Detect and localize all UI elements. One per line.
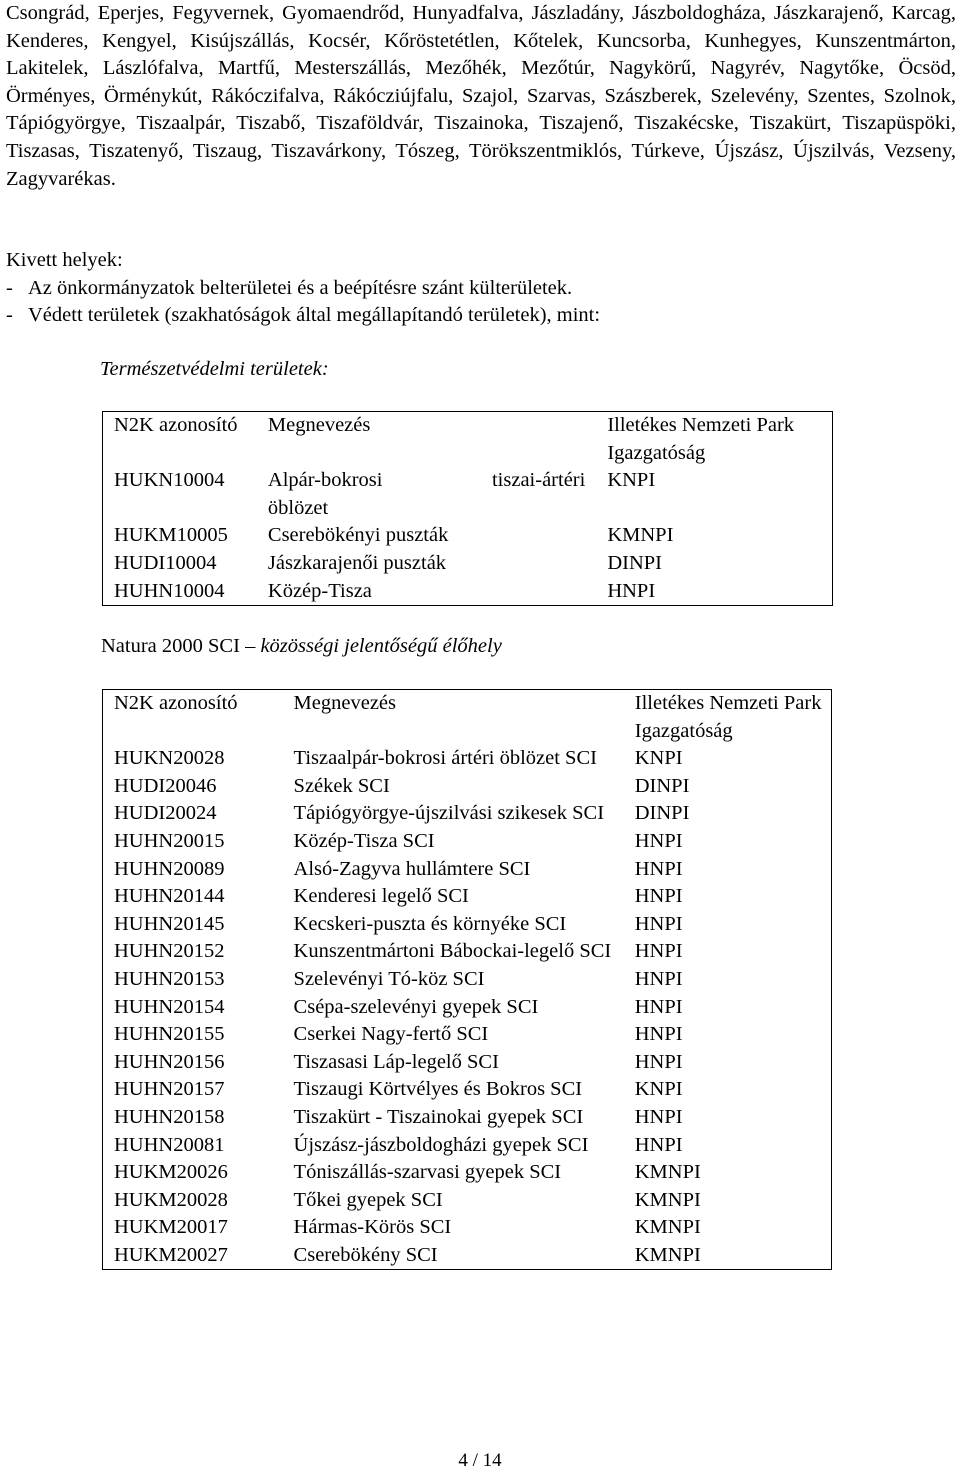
place-list-paragraph: Csongrád, Eperjes, Fegyvernek, Gyomaendrőd, Hunyadfalva, Jászladány, Jászboldogháza, Jászkarajenő, Karcag, Kenderes, Kengyel, Kisújszállás, Kocsér, Kőröstetétlen, Kőtelek, Kuncsorba, Kunhegyes, Kunszentmárton, Lakitelek, Lászlófalva, Martfű, Mesterszállás, Mezőhék, Mezőtúr, Nagykörű, Nagyrév, Nagytőke, Öcsöd, Örményes, Örménykút, Rákóczifalva, Rákócziújfalu, Szajol, Szarvas, Szászberek, Szelevény, Szentes, Szolnok, Tápiógyörgye, Tiszaalpár, Tiszabő, Tiszaföldvár, Tiszainoka, Tiszajenő, Tiszakécske, Tiszakürt, Tiszapüspöki, Tiszasas, Tiszatenyő, Tiszaug, Tiszavárkony, Tószeg, Törökszentmiklós, Túrkeve, Újszász, Újszilvás, Vezseny, Zagyvarékas. <box>6 2 956 190</box>
natura-subtitle: közösségi jelentőségű élőhely <box>260 635 502 657</box>
cell-office: KMNPI <box>634 1216 701 1239</box>
table-row <box>103 994 832 1022</box>
cell-name: Cserebökény SCI <box>293 1243 438 1266</box>
cell-id: HUHN20155 <box>114 1023 225 1046</box>
cell-name: Tiszaugi Körtvélyes és Bokros SCI <box>293 1078 583 1101</box>
cell-office: KNPI <box>634 747 683 770</box>
table-header-row <box>103 690 832 746</box>
cell-id: HUKM20026 <box>114 1161 228 1184</box>
header-office: Illetékes Nemzeti Park Igazgatóság <box>607 414 795 464</box>
cell-id: HUHN10004 <box>114 579 225 602</box>
cell-id: HUKM20028 <box>114 1188 228 1211</box>
table-row <box>103 522 833 550</box>
cell-office: HNPI <box>634 967 683 990</box>
cell-name: Kenderesi legelő SCI <box>293 885 469 908</box>
cell-name: Tiszaalpár-bokrosi ártéri öblözet SCI <box>293 747 597 770</box>
cell-office: KNPI <box>634 1078 683 1101</box>
cell-office: KMNPI <box>607 524 674 547</box>
table-row <box>103 800 832 828</box>
excluded-item: - Az önkormányzatok belterületei és a beépítésre szánt külterületek. <box>6 277 573 299</box>
cell-name: Cserkei Nagy-fertő SCI <box>293 1023 489 1046</box>
cell-id: HUHN20081 <box>114 1133 225 1156</box>
cell-name: Székek SCI <box>293 774 390 797</box>
header-name: Megnevezés <box>293 692 396 714</box>
cell-name-part: öblözet <box>267 496 329 519</box>
table-row <box>103 745 832 773</box>
table-row <box>103 883 832 911</box>
table-row <box>103 1214 832 1242</box>
cell-name: Közép-Tisza SCI <box>293 829 435 852</box>
table-row <box>103 467 833 522</box>
table-row <box>103 856 832 884</box>
cell-id: HUHN20154 <box>114 995 225 1018</box>
cell-office: HNPI <box>634 829 683 852</box>
cell-name: Újszász-jászboldogházi gyepek SCI <box>293 1133 589 1156</box>
cell-name: Jászkarajenői puszták <box>267 551 447 574</box>
cell-name: Kunszentmártoni Bábockai-legelő SCI <box>293 940 612 963</box>
excluded-item-text: Az önkormányzatok belterületei és a beépítésre szánt külterületek. <box>28 277 573 299</box>
header-name: Megnevezés <box>267 414 371 436</box>
cell-id: HUHN20145 <box>114 912 225 935</box>
cell-office: KMNPI <box>634 1188 701 1211</box>
table-row <box>103 1049 832 1077</box>
excluded-areas-label: Kivett helyek: <box>6 249 123 271</box>
nature-protection-heading: Természetvédelmi területek: <box>100 358 329 380</box>
cell-id: HUHN20153 <box>114 967 225 990</box>
cell-name: Kecskeri-puszta és környéke SCI <box>293 912 567 935</box>
table-row <box>103 966 832 994</box>
cell-name-part: tiszai-ártéri <box>491 469 586 492</box>
cell-id: HUKN10004 <box>114 469 225 492</box>
cell-id: HUHN20157 <box>114 1078 225 1101</box>
cell-office: DINPI <box>607 551 662 574</box>
cell-office: HNPI <box>634 1133 683 1156</box>
cell-office: HNPI <box>634 1105 683 1128</box>
table-row <box>103 1076 832 1104</box>
cell-office: DINPI <box>634 774 690 797</box>
cell-id: HUDI10004 <box>114 551 217 574</box>
cell-office: HNPI <box>634 857 683 880</box>
cell-office: KMNPI <box>634 1243 701 1266</box>
header-id: N2K azonosító <box>114 692 238 714</box>
cell-office: HNPI <box>607 579 656 602</box>
cell-office: HNPI <box>634 1050 683 1073</box>
cell-name: Tiszakürt - Tiszainokai gyepek SCI <box>293 1105 584 1128</box>
cell-id: HUHN20156 <box>114 1050 225 1073</box>
cell-office: HNPI <box>634 1023 683 1046</box>
natura-prefix: Natura 2000 SCI <box>101 635 240 657</box>
table-header-row <box>103 412 833 468</box>
table-row <box>103 1104 832 1132</box>
natura-dash: – <box>245 635 256 657</box>
cell-name <box>268 467 607 522</box>
table-row <box>103 911 832 939</box>
cell-name: Csépa-szelevényi gyepek SCI <box>293 995 539 1018</box>
header-id: N2K azonosító <box>114 414 238 436</box>
cell-id: HUKM20017 <box>114 1216 228 1239</box>
table-row <box>103 1242 832 1270</box>
cell-name: Cserebökényi puszták <box>267 524 449 547</box>
cell-id: HUHN20158 <box>114 1105 225 1128</box>
cell-office: HNPI <box>634 940 683 963</box>
cell-name: Hármas-Körös SCI <box>293 1216 452 1239</box>
cell-office: HNPI <box>634 885 683 908</box>
cell-id: HUDI20024 <box>114 802 217 825</box>
cell-name-part: Alpár-bokrosi <box>267 469 383 492</box>
cell-name: Tiszasasi Láp-legelő SCI <box>293 1050 499 1073</box>
cell-id: HUDI20046 <box>114 774 217 797</box>
table-row <box>103 773 832 801</box>
cell-id: HUKM20027 <box>114 1243 228 1266</box>
table-row <box>103 1021 832 1049</box>
table-row <box>103 938 832 966</box>
cell-office: HNPI <box>634 912 683 935</box>
table-row <box>103 1187 832 1215</box>
natura-sci-table <box>102 689 832 1270</box>
cell-name: Tóniszállás-szarvasi gyepek SCI <box>293 1161 562 1184</box>
cell-office: KMNPI <box>634 1161 701 1184</box>
cell-office: HNPI <box>634 995 683 1018</box>
page-number: 4 / 14 <box>458 1450 502 1471</box>
cell-id: HUHN20144 <box>114 885 225 908</box>
natura-heading <box>101 633 502 660</box>
cell-name: Közép-Tisza <box>267 579 372 602</box>
header-office: Illetékes Nemzeti Park Igazgatóság <box>634 692 822 742</box>
cell-id: HUKN20028 <box>114 747 225 770</box>
nature-areas-table <box>102 411 833 606</box>
table-row <box>103 828 832 856</box>
cell-name: Tőkei gyepek SCI <box>293 1188 443 1211</box>
cell-id: HUKM10005 <box>114 524 228 547</box>
cell-id: HUHN20089 <box>114 857 225 880</box>
excluded-item-text: Védett területek (szakhatóságok által megállapítandó területek), mint: <box>28 304 601 326</box>
cell-id: HUHN20152 <box>114 940 225 963</box>
table-row <box>103 1132 832 1160</box>
cell-name: Alsó-Zagyva hullámtere SCI <box>293 857 531 880</box>
cell-id: HUHN20015 <box>114 829 225 852</box>
cell-office: DINPI <box>634 802 690 825</box>
table-row <box>103 1159 832 1187</box>
cell-name: Tápiógyörgye-újszilvási szikesek SCI <box>293 802 605 825</box>
cell-office: KNPI <box>607 469 656 492</box>
table-row <box>103 550 833 578</box>
cell-name: Szelevényi Tó-köz SCI <box>293 967 485 990</box>
excluded-item: - Védett területek (szakhatóságok által megállapítandó területek), mint: <box>6 304 601 326</box>
table-row <box>103 578 833 606</box>
